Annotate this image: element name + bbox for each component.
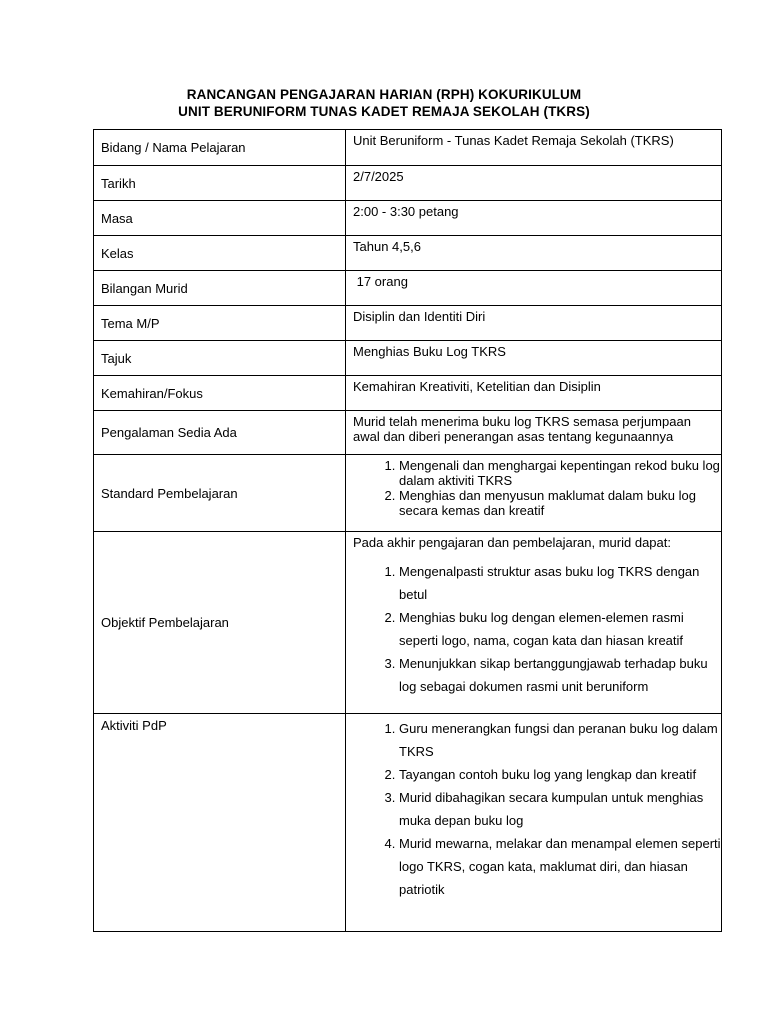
rph-table (93, 129, 722, 932)
row-value (346, 714, 722, 932)
row-label: Bidang / Nama Pelajaran (94, 130, 346, 166)
row-label: Kemahiran/Fokus (94, 376, 346, 411)
row-objektif (94, 532, 722, 714)
row-label: Bilangan Murid (94, 271, 346, 306)
list-item: 2. Tayangan contoh buku log yang lengkap dan kreatif (399, 763, 721, 786)
row-bidang (94, 130, 722, 166)
objektif-list (353, 560, 721, 698)
aktiviti-list (353, 717, 721, 901)
row-masa (94, 201, 722, 236)
row-value (346, 455, 722, 532)
row-bilangan-murid (94, 271, 722, 306)
row-label: Tarikh (94, 166, 346, 201)
row-label: Masa (94, 201, 346, 236)
row-value: 2/7/2025 (346, 166, 722, 201)
row-tema (94, 306, 722, 341)
row-value: 17 orang (346, 271, 722, 306)
row-kelas (94, 236, 722, 271)
list-item: 3. Menunjukkan sikap bertanggungjawab terhadap buku log sebagai dokumen rasmi unit beruniform (399, 652, 721, 698)
row-value: Kemahiran Kreativiti, Ketelitian dan Disiplin (346, 376, 722, 411)
row-label: Pengalaman Sedia Ada (94, 411, 346, 455)
row-value: Murid telah menerima buku log TKRS semasa perjumpaan awal dan diberi penerangan asas tentang kegunaannya (346, 411, 722, 455)
row-tajuk (94, 341, 722, 376)
row-value: Menghias Buku Log TKRS (346, 341, 722, 376)
row-tarikh (94, 166, 722, 201)
row-label: Objektif Pembelajaran (94, 532, 346, 714)
row-label: Tema M/P (94, 306, 346, 341)
document-title-line1: RANCANGAN PENGAJARAN HARIAN (RPH) KOKURIKULUM (186, 87, 582, 102)
row-kemahiran (94, 376, 722, 411)
row-label: Kelas (94, 236, 346, 271)
row-value: 2:00 - 3:30 petang (346, 201, 722, 236)
row-aktiviti (94, 714, 722, 932)
list-item: 2. Menghias dan menyusun maklumat dalam buku log secara kemas dan kreatif (399, 488, 721, 518)
row-value: Unit Beruniform - Tunas Kadet Remaja Sekolah (TKRS) (346, 130, 722, 166)
list-item: 3. Murid dibahagikan secara kumpulan untuk menghias muka depan buku log (399, 786, 721, 832)
document-title-line2: UNIT BERUNIFORM TUNAS KADET REMAJA SEKOLAH (TKRS) (178, 104, 590, 119)
row-label: Aktiviti PdP (94, 714, 346, 932)
objektif-intro: Pada akhir pengajaran dan pembelajaran, murid dapat: (353, 535, 671, 550)
list-item: 1. Guru menerangkan fungsi dan peranan buku log dalam TKRS (399, 717, 721, 763)
row-pengalaman (94, 411, 722, 455)
list-item: 2. Menghias buku log dengan elemen-elemen rasmi seperti logo, nama, cogan kata dan hiasan kreatif (399, 606, 721, 652)
standard-list (353, 458, 721, 518)
row-value: Disiplin dan Identiti Diri (346, 306, 722, 341)
row-label: Tajuk (94, 341, 346, 376)
list-item: 1. Mengenali dan menghargai kepentingan rekod buku log dalam aktiviti TKRS (399, 458, 721, 488)
row-label: Standard Pembelajaran (94, 455, 346, 532)
row-value (346, 532, 722, 714)
row-value: Tahun 4,5,6 (346, 236, 722, 271)
row-standard (94, 455, 722, 532)
list-item: 4. Murid mewarna, melakar dan menampal elemen seperti logo TKRS, cogan kata, maklumat diri, dan hiasan patriotik (399, 832, 721, 901)
list-item: 1. Mengenalpasti struktur asas buku log TKRS dengan betul (399, 560, 721, 606)
